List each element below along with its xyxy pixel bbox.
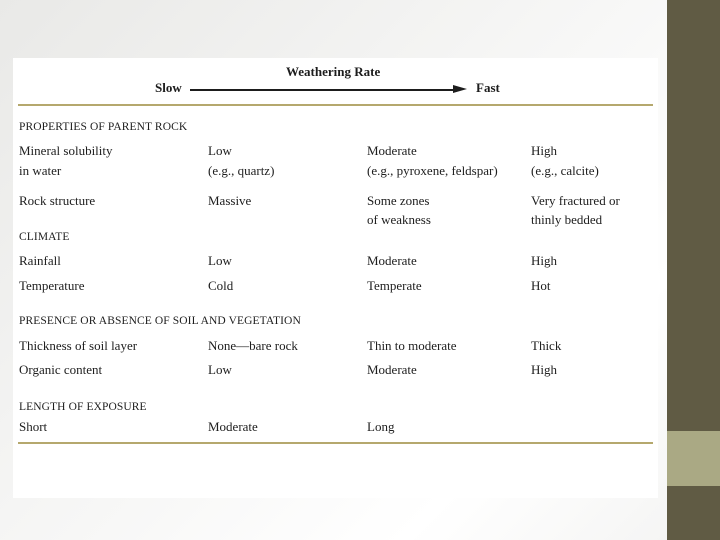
row-label-temperature: Temperature — [19, 278, 85, 293]
cell-rainfall-high: High — [531, 253, 557, 268]
weathering-table — [13, 58, 658, 498]
cell-temperature-low: Cold — [208, 278, 234, 293]
row-label-structure: Rock structure — [19, 193, 96, 208]
slow-label: Slow — [155, 80, 182, 95]
cell-mineral-moderate-line2: (e.g., pyroxene, feldspar) — [367, 163, 498, 178]
cell-soil-thickness-moderate: Thin to moderate — [367, 338, 457, 353]
section-parent-rock: PROPERTIES OF PARENT ROCK — [19, 121, 188, 133]
cell-structure-moderate-line1: Some zones — [367, 193, 430, 208]
cell-rainfall-low: Low — [208, 253, 232, 268]
row-label-mineral-line2: in water — [19, 163, 62, 178]
cell-structure-low: Massive — [208, 193, 252, 208]
cell-structure-high-line2: thinly bedded — [531, 212, 603, 227]
cell-mineral-high-line1: High — [531, 143, 557, 158]
cell-structure-high-line1: Very fractured or — [531, 193, 620, 208]
bottom-rule — [18, 442, 653, 444]
cell-mineral-low-line2: (e.g., quartz) — [208, 163, 275, 178]
cell-organic-low: Low — [208, 362, 232, 377]
top-rule — [18, 104, 653, 106]
rate-arrow-head — [453, 85, 467, 93]
cell-organic-high: High — [531, 362, 557, 377]
cell-rainfall-moderate: Moderate — [367, 253, 417, 268]
cell-mineral-low-line1: Low — [208, 143, 232, 158]
section-exposure: LENGTH OF EXPOSURE — [19, 401, 147, 413]
row-label-rainfall: Rainfall — [19, 253, 61, 268]
sidebar-top-block — [667, 0, 720, 431]
fast-label: Fast — [476, 80, 500, 95]
row-label-organic: Organic content — [19, 362, 103, 377]
section-climate: CLIMATE — [19, 231, 70, 243]
sidebar-bottom-block — [667, 486, 720, 540]
cell-organic-moderate: Moderate — [367, 362, 417, 377]
weathering-rate-title: Weathering Rate — [286, 64, 381, 79]
section-soil-vegetation: PRESENCE OR ABSENCE OF SOIL AND VEGETATION — [19, 315, 301, 327]
cell-exposure-low: Moderate — [208, 419, 258, 434]
sidebar-accent-block — [667, 431, 720, 486]
cell-mineral-moderate-line1: Moderate — [367, 143, 417, 158]
cell-soil-thickness-high: Thick — [531, 338, 562, 353]
cell-soil-thickness-low: None—bare rock — [208, 338, 298, 353]
cell-temperature-high: Hot — [531, 278, 551, 293]
row-label-soil-thickness: Thickness of soil layer — [19, 338, 138, 353]
row-label-mineral-line1: Mineral solubility — [19, 143, 113, 158]
cell-temperature-moderate: Temperate — [367, 278, 422, 293]
row-label-exposure: Short — [19, 419, 48, 434]
cell-mineral-high-line2: (e.g., calcite) — [531, 163, 599, 178]
cell-structure-moderate-line2: of weakness — [367, 212, 431, 227]
cell-exposure-moderate: Long — [367, 419, 395, 434]
rate-arrow-line — [190, 89, 454, 91]
